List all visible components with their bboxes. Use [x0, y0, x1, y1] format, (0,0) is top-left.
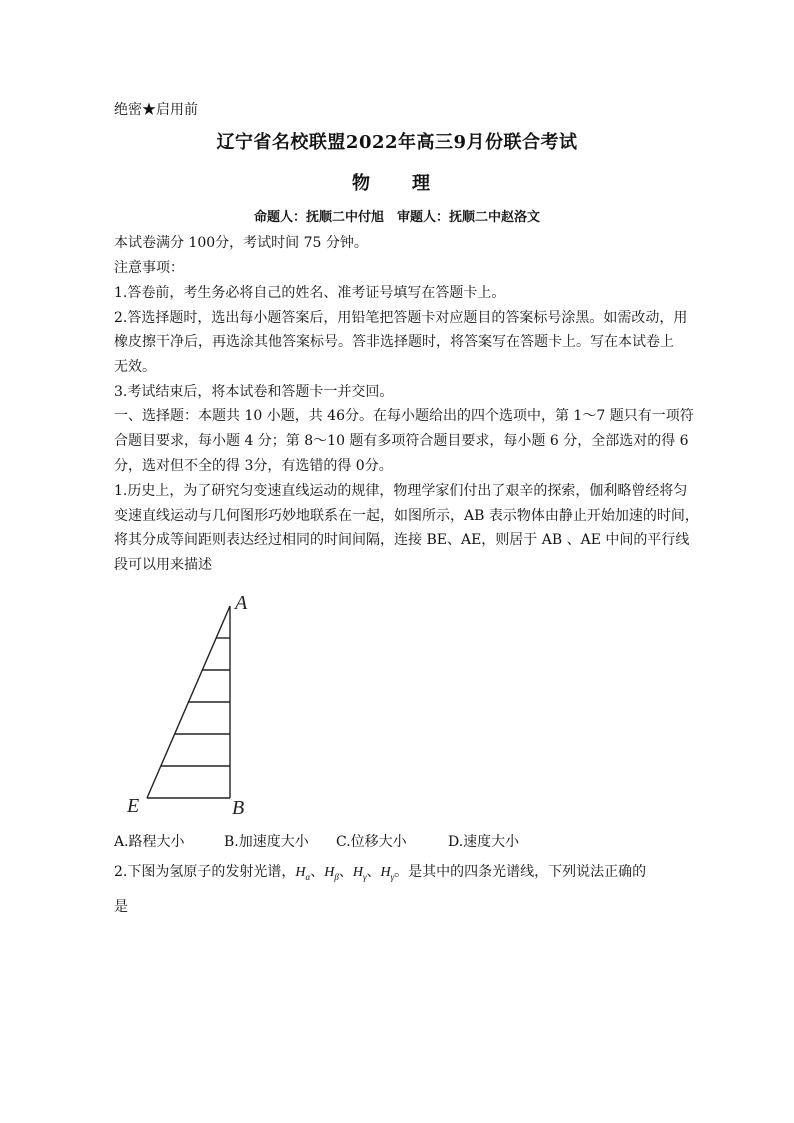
q1-stem-line4: 段可以用来描述	[114, 557, 212, 573]
q1-option-b[interactable]: B.加速度大小	[224, 834, 309, 850]
q1-option-c[interactable]: C.位移大小	[336, 834, 407, 850]
section1-line2: 合题目要求，每小题 4 分；第 8～10 题有多项符合题目要求，每小题 6 分，全部选对的得 6	[114, 433, 689, 449]
h-alpha-symbol: $H_\alpha$	[295, 865, 311, 882]
q1-stem-line3: 将其分成等间距则表达经过相同的时间间隔，连接 BE、AE，则居于 AB 、AE 中间的平行线	[114, 532, 690, 548]
section1-line1: 一、选择题：本题共 10 小题，共 46分。在每小题给出的四个选项中，第 1～7 题只有一项符	[114, 408, 694, 424]
galileo-triangle-figure	[118, 586, 260, 820]
h-gamma-symbol: $H_\gamma$	[352, 865, 367, 882]
confidential-mark: 绝密★启用前	[114, 102, 198, 118]
separator: 、	[310, 864, 325, 880]
label-e: E	[127, 795, 140, 817]
authors-line: 命题人：抚顺二中付旭 审题人：抚顺二中赵洛文	[253, 210, 540, 225]
h-beta-symbol: $H_\beta$	[324, 865, 339, 882]
score-line: 本试卷满分 100分，考试时间 75 分钟。	[114, 235, 368, 251]
q1-stem-line1: 1.历史上，为了研究匀变速直线运动的规律，物理学家们付出了艰辛的探索，伽利略曾经将匀	[114, 483, 688, 499]
notice-item-2-line2: 橡皮擦干净后，再选涂其他答案标号。答非选择题时，将答案写在答题卡上。写在本试卷上	[114, 334, 674, 350]
q1-option-d[interactable]: D.速度大小	[448, 834, 520, 850]
notice-item-3: 3.考试结束后，将本试卷和答题卡一并交回。	[114, 384, 394, 400]
q2-prefix: 2.下图为氢原子的发射光谱，	[114, 864, 296, 880]
subject-title: 物 理	[352, 173, 442, 194]
label-b: B	[232, 797, 245, 819]
exam-title: 辽宁省名校联盟2022年高三9月份联合考试	[216, 132, 578, 153]
section1-line3: 分，选对但不全的得 3分，有选错的得 0分。	[114, 458, 393, 474]
separator: 、	[366, 864, 381, 880]
q2-suffix: 。是其中的四条光谱线，下列说法正确的	[394, 864, 647, 880]
q1-stem-line2: 变速直线运动与几何图形巧妙地联系在一起，如图所示，AB 表示物体由静止开始加速的时间，	[114, 508, 699, 524]
notice-item-2-line1: 2.答选择题时，选出每小题答案后，用铅笔把答题卡对应题目的答案标号涂黑。如需改动，用	[114, 310, 688, 326]
notice-item-1: 1.答卷前，考生务必将自己的姓名、准考证号填写在答题卡上。	[114, 285, 506, 301]
h-delta-symbol: $H_\gamma$	[380, 865, 395, 882]
q1-option-a[interactable]: A.路程大小	[114, 834, 185, 850]
q2-stem-line1	[114, 862, 646, 887]
separator: 、	[338, 864, 353, 880]
label-a: A	[235, 592, 248, 614]
notice-title: 注意事项：	[114, 260, 184, 276]
notice-item-2-line3: 无效。	[114, 359, 156, 375]
q2-stem-line2: 是	[114, 899, 128, 915]
